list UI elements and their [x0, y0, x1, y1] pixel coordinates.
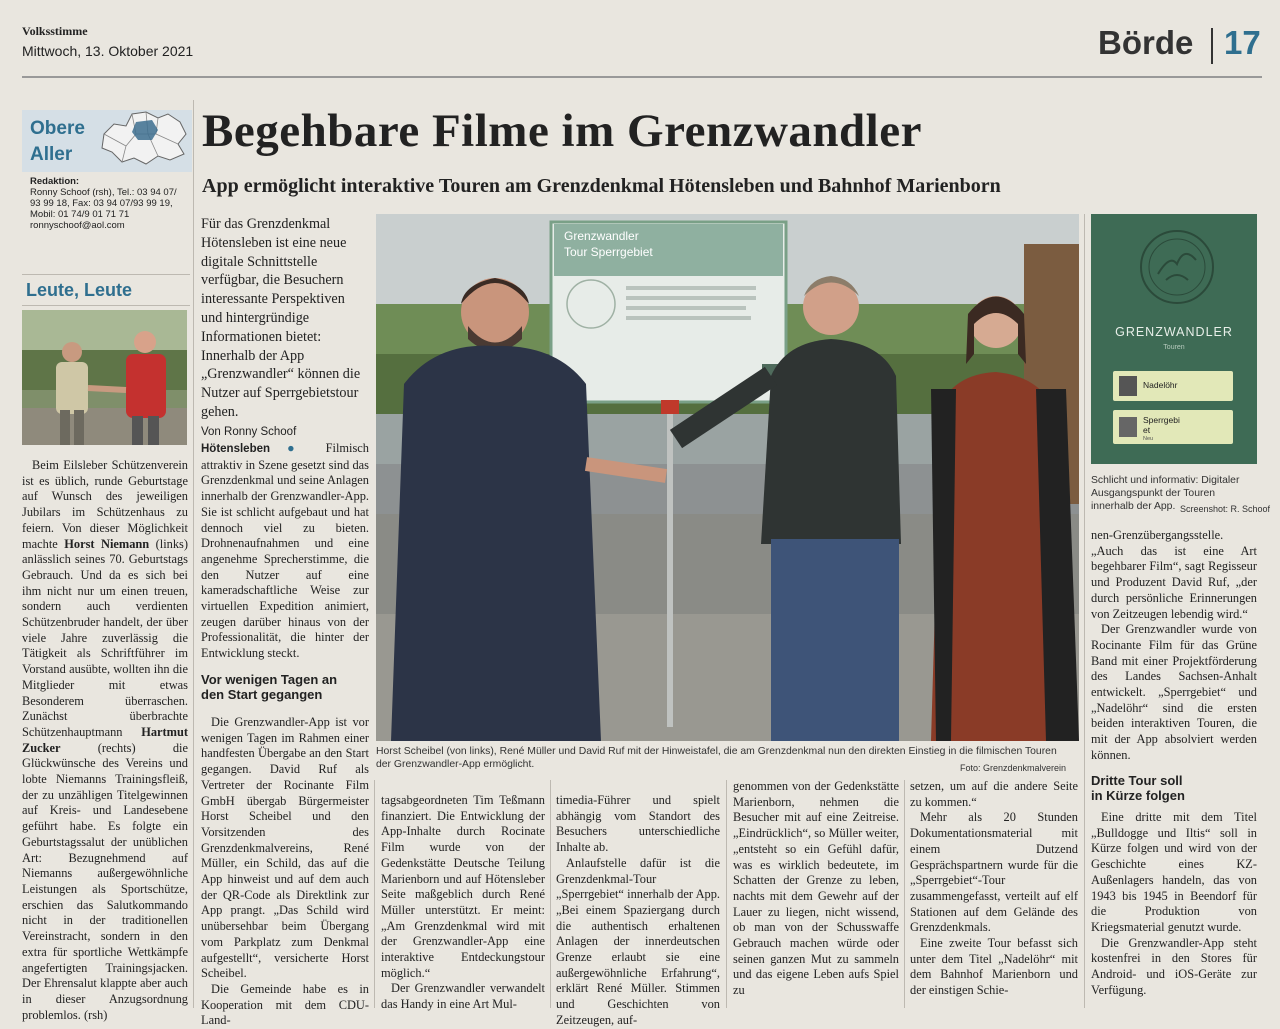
column-2: [381, 793, 545, 1013]
app-subtitle: Touren: [1163, 344, 1185, 351]
column-1-paragraph-2: Die Grenzwandler-App ist vor wenigen Tagen im Rahmen einer handfesten Übergabe an den Start gegangen. David Ruf als Vertreter der Rocinante Film GmbH übergab Bürgermeister Horst Scheibel und den Vorsitzenden des Grenzdenkmalvereins, René Müller, ein Schild, das auf die App hinweist und auf dem auch der QR-Code als Direktlink zur App prangt. „Das Schild wird unübersehbar beim Übergang vom Parkplatz zum Denkmal aufgestellt“, versicherte Horst Scheibel.: [201, 715, 369, 981]
story-part-2: (links) anlässlich seines 70. Geburtstags Gebrauch. Und da es sich bei ihm nicht nur um einen treuen, sondern auch verdienten Schützenbruder handelt, der über viele Jahre zuverlässig die Tätigkeit als Schriftführer im Vorstand ausübte, wollten ihn die Mitglieder mit etwas Besonderem überraschen. Zunächst überbrachte Schützenhauptmann: [22, 536, 188, 739]
subheadline: App ermöglicht interaktive Touren am Grenzdenkmal Hötensleben und Bahnhof Marienborn: [202, 175, 1001, 197]
dateline: Hötensleben: [201, 443, 271, 455]
column-5-paragraph-1: setzen, um auf die andere Seite zu kommen.“: [910, 779, 1078, 809]
column-6-paragraph-2: Der Grenzwandler wurde von Rocinante Film für das Grüne Band mit einer Projektförderung des Landes Sachsen-Anhalt entwickelt. „Sperrgebiet“ und „Nadelöhr“ sind die ersten beiden interaktiven Touren, die mit der App absolviert werden können.: [1091, 622, 1257, 762]
column-divider-3: [550, 780, 551, 1008]
byline: Von Ronny Schoof: [201, 426, 297, 438]
tour-thumbnail-icon: [1119, 376, 1137, 396]
column-6-lower: [1091, 810, 1257, 998]
column-5-paragraph-2: Mehr als 20 Stunden Dokumentationsmaterial mit einem Dutzend Gesprächspartnern wurde für die „Sperrgebiet“-Tour zusammengefasst, verteilt auf elf Stationen auf dem Gelände des Grenzdenkmals.: [910, 810, 1078, 935]
column-3-paragraph-2: Anlaufstelle dafür ist die Grenzdenkmal-Tour „Sperrgebiet“ innerhalb der App. „Bei einem Spaziergang durch die authentisch erhaltenen Anlagen der innerdeutschen Grenze erlaubt sie eine außergewöhnliche Erfahrung“, erklärt René Müller. Stimmen und Geschichten von Zeitzeugen, auf-: [556, 855, 720, 1027]
story-part-1: Beim Eilsleber Schützenverein ist es üblich, runde Geburtstage auf Wunsch des jeweiligen Jubilars im Schützenhaus zu feiern. Von dieser Möglichkeit machte: [22, 458, 188, 551]
photo-caption: Horst Scheibel (von links), René Müller und David Ruf mit der Hinweistafel, die am Grenzdenkmal nun den direkten Einstieg in die filmischen Touren der Grenzwandler-App ermöglicht.: [376, 746, 1057, 770]
region-title-line2: Aller: [30, 144, 73, 165]
sign-title-line1: Grenzwandler: [564, 229, 639, 243]
column-1-text: Filmisch attraktiv in Szene gesetzt sind das Grenzdenkmal und seine Anlagen innerhalb der Grenzwandler-App. Sie ist schlicht aufgebaut und hat dennoch viel zu bieten. Drohnenaufnahmen und eine angenehme Sprecherstimme, die den Nutzer auf eine kameradschaftliche Weise zur virtuellen Expedition animiert, zeugen darüber hinaus von der Professionalität, die hinter der Entwicklung steckt.: [201, 441, 369, 661]
tour-thumbnail-icon: [1119, 417, 1137, 437]
story-name-zucker: Hartmut Zucker: [22, 724, 188, 755]
sign-title-line2: Tour Sperrgebiet: [564, 245, 653, 259]
people-photo: [22, 310, 187, 445]
column-1-paragraph-3: Die Gemeinde habe es in Kooperation mit dem CDU-Land-: [201, 981, 369, 1028]
column-3-paragraph-1: timedia-Führer und spielt abhängig vom Standort des Besuchers unterschiedliche Inhalte ab.: [556, 793, 720, 855]
story-name-niemann: Horst Niemann: [64, 536, 150, 551]
people-story: [22, 458, 188, 1023]
app-caption: Schlicht und informativ: Digitaler Ausgangspunkt der Touren innerhalb der App.: [1091, 475, 1240, 512]
column-divider-4: [726, 780, 727, 1008]
main-photo: [376, 214, 1079, 741]
photo-credit: Foto: Grenzdenkmalverein: [960, 763, 1067, 773]
headline: Begehbare Filme im Grenzwandler: [202, 105, 922, 157]
people-heading: Leute, Leute: [26, 280, 133, 300]
editorial-email: ronnyschoof@aol.com: [30, 220, 125, 231]
paper-name: Volksstimme: [22, 24, 88, 38]
app-credit: Screenshot: R. Schoof: [1180, 504, 1271, 514]
masthead-rule: [22, 76, 1262, 78]
subhead-2-line2: in Kürze folgen: [1091, 788, 1185, 803]
column-6-paragraph-1: nen-Grenzübergangsstelle. „Auch das ist eine Art begehbarer Film“, sagt Regisseur und Produzent David Ruf, „der durch persönliche Erinnerungen von Zeitzeugen lebendig wird.“: [1091, 528, 1257, 621]
region-map-icon: [96, 104, 192, 170]
tour-item-badge: Neu: [1143, 436, 1154, 442]
app-tour-item-sperrgebiet[interactable]: [1113, 410, 1233, 444]
editorial-contact-2: 93 99 18, Fax: 03 94 07/93 99 19,: [30, 198, 173, 209]
dateline-bullet: ●: [287, 441, 309, 455]
lead-paragraph: Für das Grenzdenkmal Hötensleben ist eine neue digitale Schnittstelle verfügbar, die Besuchern interessante Perspektiven und hintergründige Informationen bietet: Innerhalb der App „Grenzwandler“ können die Nutzer auf Sperrgebietstour gehen.: [201, 216, 361, 420]
column-1-body: [201, 441, 369, 662]
region-title-line1: Obere: [30, 118, 85, 139]
app-logo-icon: [1136, 226, 1218, 308]
column-6-paragraph-3: Eine dritte mit dem Titel „Bulldogge und Iltis“ soll in Kürze folgen und wird von der Geschichte eines KZ-Außenlagers handeln, das von 1943 bis 1945 in Beendorf für die Produktion von Kriegsmaterial genutzt wurde.: [1091, 810, 1257, 934]
column-6: [1091, 528, 1257, 764]
editorial-contact-3: Mobil: 01 74/9 01 71 71: [30, 209, 130, 220]
column-2-paragraph-1: tagsabgeordneten Tim Teßmann finanziert. Die Entwicklung der App-Inhalte durch Rocinate Film wurde von der Gedenkstätte Deutsche Teilung Marienborn und auf Hötensleber Seite maßgeblich durch René Müller unterstützt. Er meint: „Am Grenzdenkmal wird mit der Grenzwandler-App eine interaktive Entdeckungstour möglich.“: [381, 793, 545, 980]
column-3: [556, 793, 720, 1029]
subhead-2-line1: Dritte Tour soll: [1091, 773, 1183, 788]
column-divider-5: [904, 780, 905, 1008]
app-tour-item-nadeloehr[interactable]: [1113, 371, 1233, 401]
column-6-paragraph-4: Die Grenzwandler-App steht kostenfrei in den Stores für Android- und iOS-Geräte zur Verfügung.: [1091, 935, 1257, 997]
column-2-paragraph-2: Der Grenzwandler verwandelt das Handy in eine Art Mul-: [381, 981, 545, 1012]
story-part-3: (rechts) die Glückwünsche des Vereins und lobte Niemanns Trainingsfleiß, der zu unzähligen Titelgewinnen auf Kreis- und Landesebene geführt habe. Es folgte ein Geburtstagssalut der unüblichen Art: Bezugnehmend auf Niemanns außergewöhnliche Leistungen als Sportschütze, erschien das Salutkommando nicht in der traditionellen Vereinstracht, sondern in den extra für sportliche Wettkämpfe angefertigten Trainingsjacken. Der Ehrensalut klappte aber auch in dieser Anzugsordnung problemlos. (rsh): [22, 740, 188, 1022]
app-title: GRENZWANDLER: [1115, 325, 1233, 339]
editorial-label: Redaktion:: [30, 176, 80, 187]
column-4: [733, 779, 899, 999]
subhead-1-line1: Vor wenigen Tagen an: [201, 672, 338, 687]
column-5-paragraph-3: Eine zweite Tour befasst sich unter dem Titel „Nadelöhr“ mit dem Bahnhof Marienborn und der einstigen Schie-: [910, 936, 1078, 998]
issue-date: Mittwoch, 13. Oktober 2021: [22, 43, 194, 59]
section-name: Börde: [1098, 24, 1194, 61]
column-4-paragraph-1: genommen von der Gedenkstätte Marienborn, nehmen die Besucher mit auf eine Zeitreise. „Eindrücklich“, so Müller weiter, „entsteht so ein Gefühl dafür, was es wirklich bedeutete, im Schatten der Grenze zu leben, nachts mit dem Gewehr auf der Lauer zu liegen, nicht wissend, ob man von der Schusswaffe Gebrauch machen würde oder seinen ganzen Mut zu sammeln und das eigene Leben aufs Spiel zu: [733, 779, 899, 998]
sidebar-rule: [22, 274, 190, 275]
editorial-contact-1: Ronny Schoof (rsh), Tel.: 03 94 07/: [30, 187, 177, 198]
page-number: 17: [1224, 24, 1261, 61]
column-divider-2: [374, 780, 375, 1008]
tour-item-label: Sperrgebi et: [1143, 415, 1180, 435]
tour-item-label: Nadelöhr: [1143, 380, 1178, 390]
section-divider: [1211, 28, 1213, 64]
people-heading-rule: [22, 305, 190, 306]
column-divider-left: [193, 100, 194, 1008]
subhead-1-line2: den Start gegangen: [201, 687, 323, 702]
column-divider-6: [1084, 214, 1085, 1008]
column-1-body-2: [201, 715, 369, 1029]
column-5: [910, 779, 1078, 999]
